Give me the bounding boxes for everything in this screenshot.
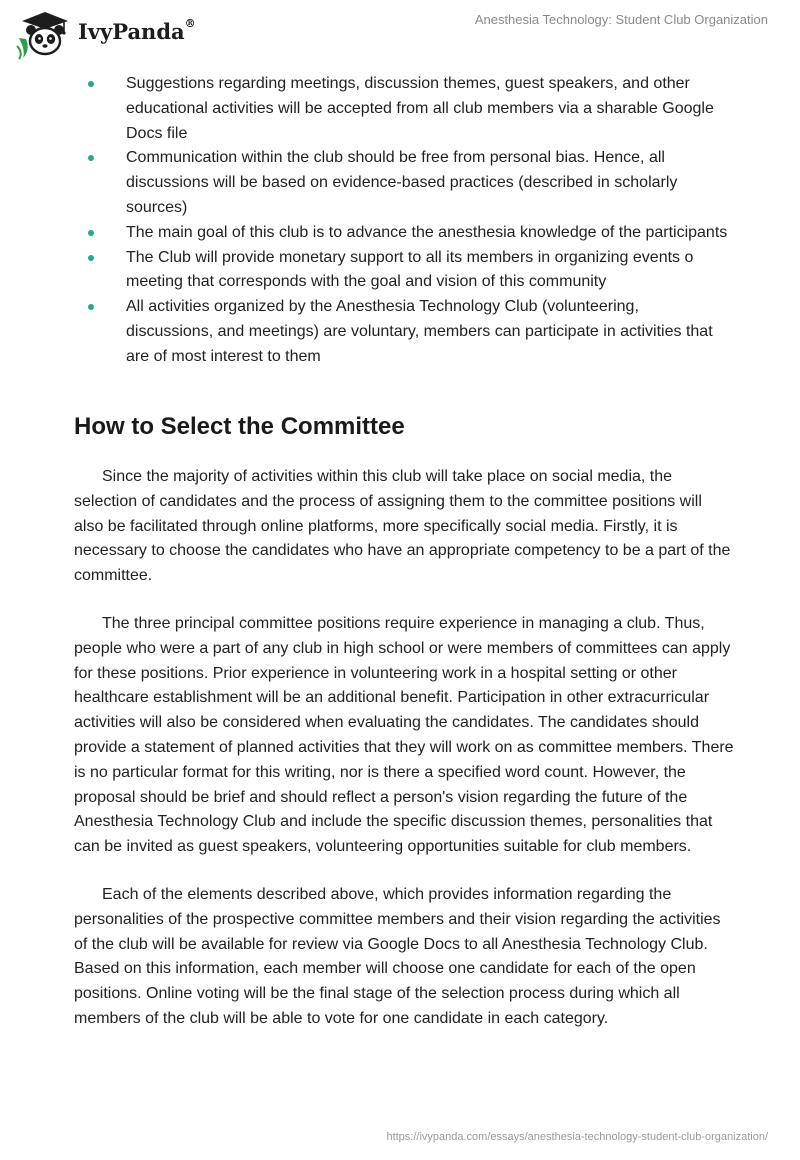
bullet-dot-icon <box>88 304 94 310</box>
paragraph: The three principal committee positions require experience in managing a club. Thus, people who were a part of any club in high school or were members of committees can apply for these positions. Prior experience in volunteering work in a hospital setting or other healthcare establishment will be an additional benefit. Participation in other extracurricular activities will also be considered when evaluating the candidates. The candidates should provide a statement of planned activities that they will work on as committee members. There is no particular format for this writing, nor is there a specified word count. However, the proposal should be brief and should reflect a person's vision regarding the future of the Anesthesia Technology Club and include the specific discussion themes, personalities that can be invited as guest speakers, volunteering opportunities suitable for club members. <box>74 614 734 856</box>
list-item <box>0 146 800 220</box>
source-url[interactable]: https://ivypanda.com/essays/anesthesia-technology-student-club-organization/ <box>386 1131 768 1143</box>
list-item-text: Suggestions regarding meetings, discussion themes, guest speakers, and other educational activities will be accepted from all club members via a sharable Google Docs file <box>126 75 714 142</box>
bullet-dot-icon <box>88 81 94 87</box>
list-item-text: All activities organized by the Anesthesia Technology Club (volunteering, discussions, and meetings) are voluntary, members can participate in activities that are of most interest to them <box>126 298 713 365</box>
page-header <box>0 0 800 70</box>
list-item-text: The main goal of this club is to advance the anesthesia knowledge of the participants <box>126 223 728 241</box>
bullet-dot-icon <box>88 155 94 161</box>
bullet-list <box>0 72 800 370</box>
list-item-text: The Club will provide monetary support to all its members in organizing events o meeting that corresponds with the goal and vision of this community <box>126 248 694 291</box>
paragraph: Since the majority of activities within this club will take place on social media, the selection of candidates and the process of assigning them to the committee positions will also be facilitated through online platforms, more specifically social media. Firstly, it is necessary to choose the candidates who have an appropriate competency to be a part of the committee. <box>74 468 731 585</box>
document-title: Anesthesia Technology: Student Club Organization <box>474 12 768 27</box>
list-item <box>0 72 800 146</box>
list-item <box>0 295 800 369</box>
list-item-text: Communication within the club should be free from personal bias. Hence, all discussions will be based on evidence-based practices (described in scholarly sources) <box>126 149 678 216</box>
section-body <box>74 465 734 1055</box>
bullet-dot-icon <box>88 230 94 236</box>
section-heading: How to Select the Committee <box>74 413 405 440</box>
list-item <box>0 221 800 246</box>
panda-graduation-cap-icon <box>14 8 74 60</box>
ivypanda-logo[interactable] <box>14 8 214 60</box>
bullet-dot-icon <box>88 255 94 261</box>
paragraph: Each of the elements described above, which provides information regarding the personalities of the prospective committee members and their vision regarding the activities of the club will be available for review via Google Docs to all Anesthesia Technology Club. Based on this information, each member will choose one candidate for each of the open positions. Online voting will be the final stage of the selection process during which all members of the club will be able to vote for one candidate in each category. <box>74 885 721 1027</box>
brand-name: IvyPanda® <box>78 17 196 44</box>
list-item <box>0 246 800 296</box>
